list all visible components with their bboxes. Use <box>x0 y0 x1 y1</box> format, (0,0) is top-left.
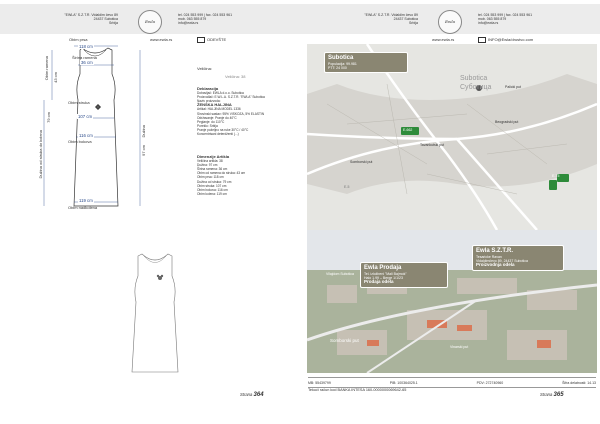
spec-line: Dobavljač: EWLA d.o.o. Subotica <box>197 91 244 96</box>
dim-value: 36 cm <box>81 60 93 65</box>
dim-value: 119 cm <box>79 198 93 203</box>
footer-mb: PIB: 100364025.1 <box>389 380 418 385</box>
page-label: Strana <box>540 392 553 397</box>
dim-label: Dužina <box>141 125 146 138</box>
dim-value: 97 cm <box>141 145 146 156</box>
email-link[interactable] <box>478 37 533 43</box>
dim-value: 118 cm <box>79 44 93 49</box>
dimensions-title: Dimenzije Artikla <box>197 154 230 159</box>
contact-block <box>478 13 548 26</box>
dim-value: 107 cm <box>78 114 93 119</box>
dim-label: Obim struka <box>68 100 90 105</box>
header-right <box>300 4 600 34</box>
sztr-info-box <box>472 245 564 271</box>
contact-line: info@ewla.rs <box>178 21 199 26</box>
aerial-label: Vilajdom Subotica <box>326 272 354 276</box>
spec-line: Naziv proizvoda: <box>197 99 221 104</box>
page-number-value: 364 <box>253 392 264 398</box>
road-e5: E-5 <box>344 185 350 189</box>
aerial-label: Somborski put <box>330 338 359 343</box>
dim-value: 43 cm <box>53 72 58 83</box>
company-logo: Ewla <box>138 10 162 34</box>
company-block <box>358 13 418 26</box>
sztr-link[interactable]: Proizvodnja odela <box>476 262 515 268</box>
company-footer <box>308 377 596 388</box>
website-link[interactable]: www.ewla.rs <box>150 37 173 42</box>
contact-line: info@ewla.rs <box>478 21 499 26</box>
right-page <box>300 0 600 424</box>
spec-line: Obim prsa: 118 cm <box>197 175 224 180</box>
subotica-title: Subotica <box>328 55 354 61</box>
spec-line: Dužina od struka: 79 cm <box>197 179 232 184</box>
dim-value: 79 cm <box>46 112 51 123</box>
prodaja-info-box <box>360 262 448 288</box>
footer-reg: Šifra delatnosti: 14.13 <box>562 380 596 385</box>
dim-label: Dužina od struka do kolena <box>38 130 43 179</box>
spec-line: Širina ramena: 36 cm <box>197 167 228 172</box>
map-label: Beogradski put <box>495 120 519 124</box>
contact-line: mob. 063 555 879 <box>478 17 507 22</box>
page-number <box>540 392 564 398</box>
contact-line: tel. 024 553 999 | fax. 024 553 961 <box>178 13 233 17</box>
road-e662: E-662 <box>403 128 413 132</box>
prodaja-title: Ewla Prodaja <box>364 265 402 271</box>
declaration-title: Deklaracija <box>197 86 219 91</box>
bank-info: Tekući račun kod BANKA INTESA 160-0000000069642-65 <box>308 388 407 392</box>
aerial-label: Vinarski put <box>450 345 469 349</box>
spec-line: Obim kolena: 119 cm <box>197 191 227 196</box>
company-line: 24437 Subotica <box>393 17 418 22</box>
sztr-line: Tesaricke Ravan <box>476 255 502 259</box>
spec-line: Veličina artikla: 38 <box>197 159 223 164</box>
sztr-title: Ewla S.Z.T.R. <box>476 248 514 254</box>
spec-line: Sirovinski sastav: 95% VISKOZA, 5% ELASTIN <box>197 111 265 116</box>
size-label: Veličina: <box>197 66 212 71</box>
spec-line: Koncentrisani deterdženti (...) <box>197 132 239 137</box>
subotica-info-box <box>324 52 408 73</box>
map-label: Tavankutski put <box>420 143 445 147</box>
spec-line: Obim struka: 107 cm <box>197 183 227 188</box>
prodaja-link[interactable]: Prodaja odela <box>364 279 394 285</box>
spec-line: Obim od ramena do struka: 43 cm <box>197 171 246 176</box>
map-label: Somborski put <box>350 160 373 164</box>
size-value: Veličina: 38 <box>225 74 246 79</box>
dim-value: 116 cm <box>79 133 93 138</box>
spec-line: Poreklo: Srbija <box>197 123 218 128</box>
website-link[interactable]: www.ewla.rs <box>432 37 455 42</box>
contact-block <box>178 13 248 26</box>
map-label: Palicki put <box>505 85 521 89</box>
declaration-block <box>197 87 277 136</box>
spec-line: Održavanje: Pranje do 40°C <box>197 115 237 120</box>
city-name: Subotica <box>460 75 488 82</box>
company-line: Srbija <box>109 21 118 26</box>
dimensions-block <box>197 155 277 196</box>
section-label <box>197 37 226 43</box>
company-line: "EWLA" S.Z.T.R. Vidaldim čevo 89 <box>364 13 418 17</box>
company-logo: Ewla <box>438 10 462 34</box>
sztr-line: Vidaldimčevo 89, 24437 Subotica <box>476 259 528 264</box>
spec-line: Pranje poželjno na ruke 30°C / 40°C <box>197 127 249 132</box>
company-line: 24437 Subotica <box>93 17 118 22</box>
contact-line: mob. 063 555 879 <box>178 17 207 22</box>
dim-label: Obim nadkolena <box>68 205 98 210</box>
city-name-cyrillic: Суботица <box>460 84 492 91</box>
dress-illustration <box>120 250 190 380</box>
company-line: "EWLA" S.Z.T.R. Vidaldim čevo 89 <box>64 13 118 17</box>
dim-label: Obim bokova <box>68 139 92 144</box>
page-label: Strana <box>240 392 253 397</box>
footer-pdv: PDV: 272740960 <box>476 380 504 385</box>
dress-technical-drawing <box>0 40 190 220</box>
spec-line: Obim bokova: 116 cm <box>197 187 228 192</box>
page-number-value: 365 <box>553 392 564 398</box>
spec-line: Peglanje: do 110°C <box>197 119 225 124</box>
email-text: INFO@Ewla/drustvo.com <box>488 37 534 43</box>
mail-icon <box>197 37 205 43</box>
subotica-line: PTT: 24 000 <box>328 66 347 71</box>
spec-line: Artikal: HALJINA MODEL 1336 <box>197 107 241 112</box>
product-name: ŽENSKA HALJINA <box>197 102 232 108</box>
header-left <box>0 4 300 34</box>
section-text: ODEVŠTE <box>207 37 227 43</box>
prodaja-line: Tel. izložbeni "Mali Bajmok" <box>364 272 407 276</box>
dim-label: Obim ramena <box>44 56 49 81</box>
dim-label: Obim prsa <box>69 37 88 42</box>
footer-pib: MB: 55439799 <box>308 380 331 385</box>
road-e75: E-75 <box>552 174 560 178</box>
spec-line: Dužina: 97 cm <box>197 163 218 168</box>
company-line: Srbija <box>409 21 418 26</box>
contact-line: tel. 024 553 999 | fax. 024 553 961 <box>478 13 533 17</box>
company-block <box>58 13 118 26</box>
prodaja-line: Halo 1.99 – Berge 1/1/23 <box>364 276 403 281</box>
page-number <box>240 392 264 398</box>
spec-line: Proizvođač: E.W.L.A. S.Z.T.R. "EWLA" Subotica <box>197 95 265 100</box>
dim-label: Širina ramena <box>72 55 97 60</box>
subotica-line: Populacija: 99.981 <box>328 62 357 66</box>
mail-icon <box>478 37 486 43</box>
